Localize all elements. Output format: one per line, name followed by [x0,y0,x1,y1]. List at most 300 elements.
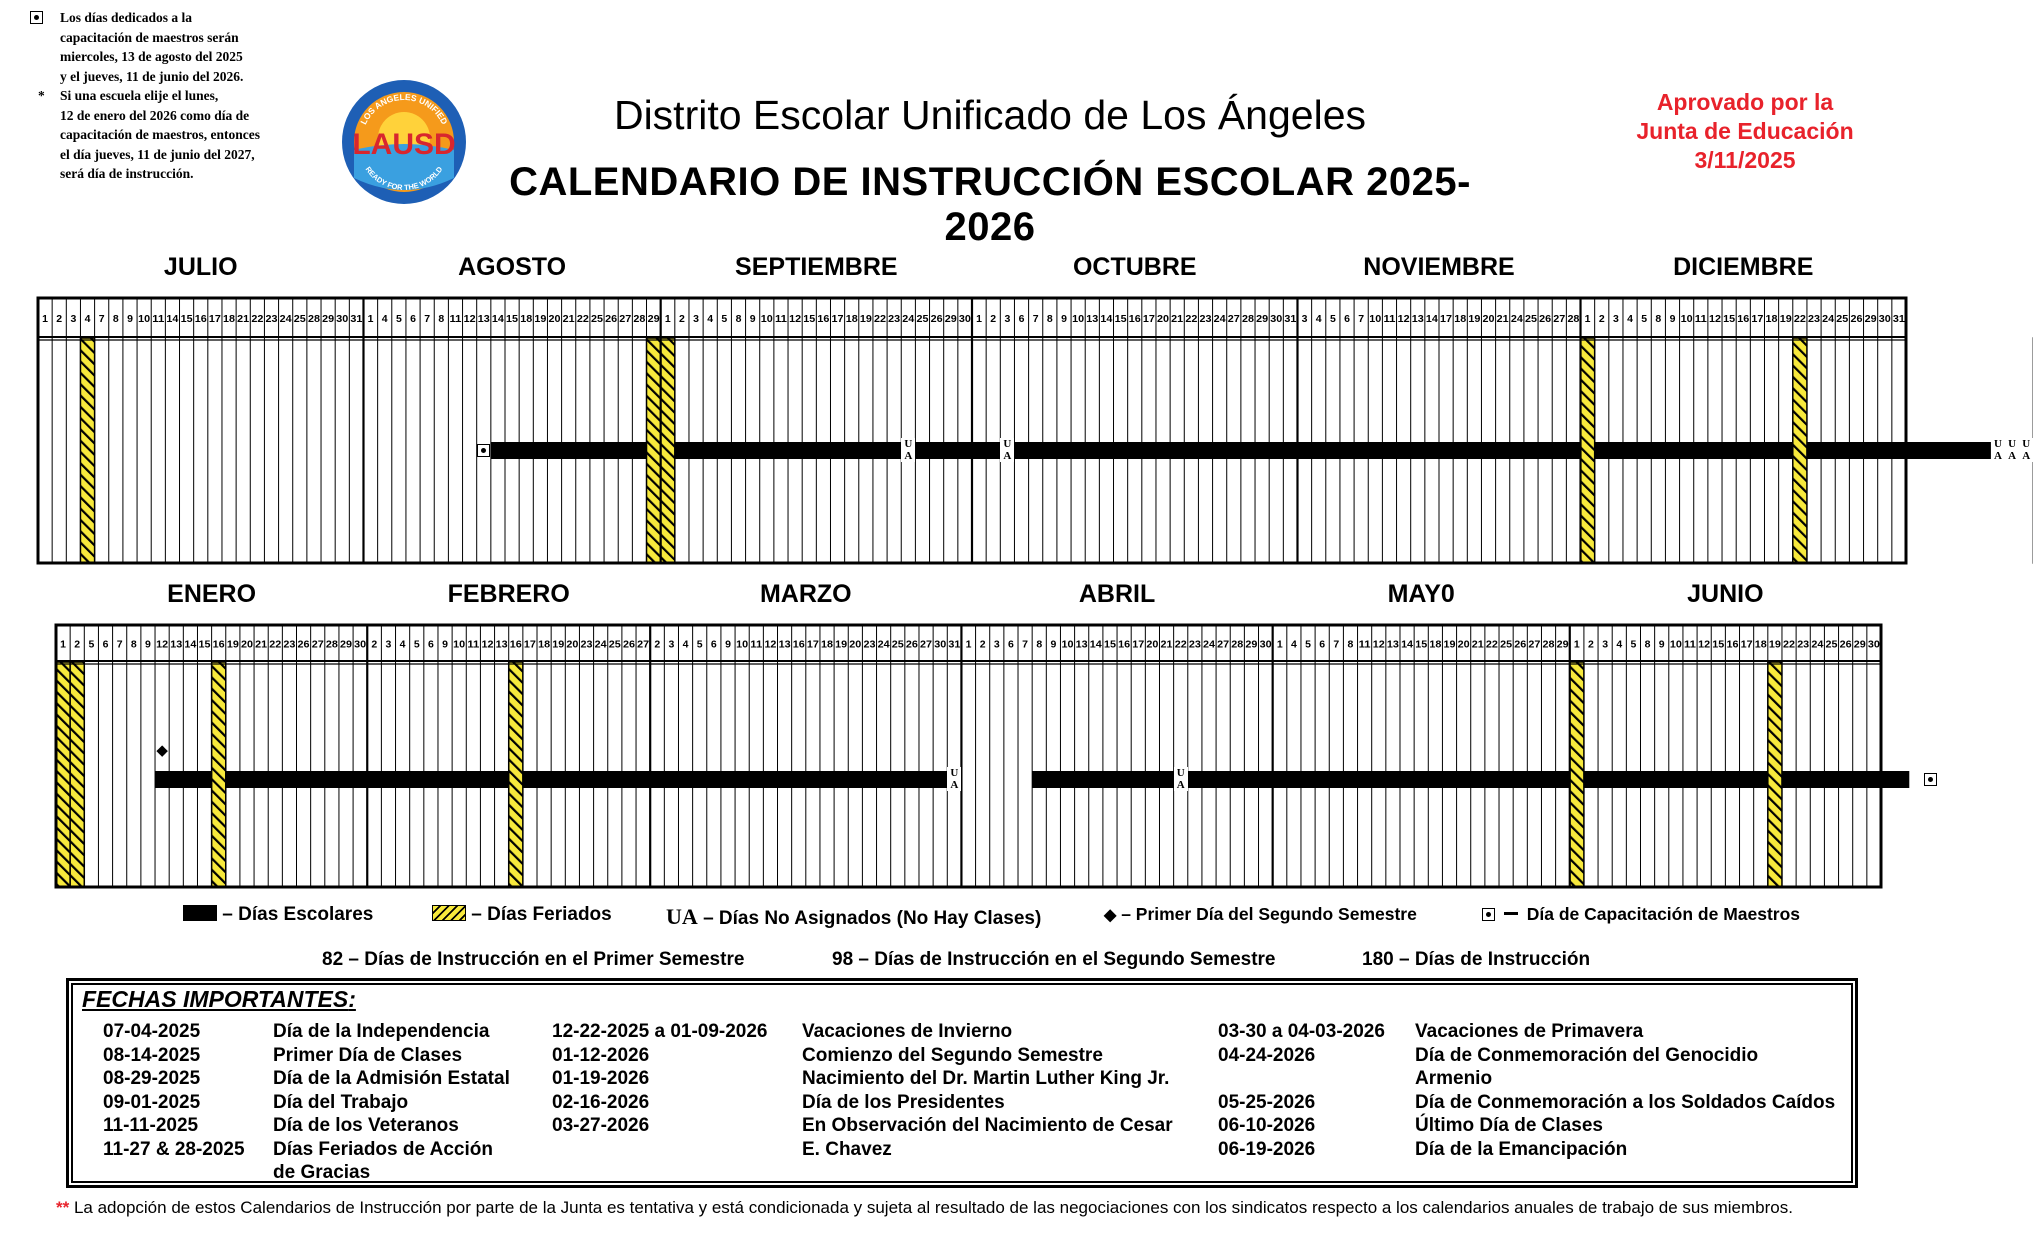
day-number: 3 [385,638,392,651]
important-date: 09-01-2025 [103,1091,201,1113]
day-number: 17 [523,638,537,651]
day-number: 23 [863,638,876,651]
important-date: 06-19-2026 [1218,1138,1316,1160]
day-number: 6 [427,638,434,651]
important-date: 01-12-2026 [552,1044,650,1066]
day-number: 5 [1329,313,1336,325]
legend-holidays-label: – Días Feriados [471,904,612,925]
day-number: 19 [1443,638,1456,651]
day-number: 18 [538,638,551,651]
month-label: ENERO [167,580,257,608]
day-number: 7 [116,638,123,651]
day-number: 16 [817,313,830,325]
important-date: 02-16-2026 [552,1091,650,1113]
star-note-line: será día de instrucción. [60,166,194,181]
day-number: 30 [958,313,972,325]
important-event: Primer Día de Clases [273,1044,463,1066]
day-number: 26 [930,313,943,325]
day-number: 2 [979,638,986,651]
approved-line: 3/11/2025 [1694,147,1796,173]
day-number: 11 [152,313,165,325]
day-number: 3 [668,638,675,651]
holiday-cell [661,338,675,563]
day-number: 18 [845,313,858,325]
day-number: 12 [463,313,476,325]
approved-line: Aprovado por la [1656,89,1834,115]
day-number: 9 [127,313,133,325]
holiday-cell [647,338,661,563]
day-number: 13 [170,638,183,651]
diamond-icon: ◆ [1104,907,1117,924]
day-number: 25 [916,313,929,325]
day-number: 26 [297,638,310,651]
day-number: 14 [1100,313,1113,325]
important-date: 04-24-2026 [1218,1044,1316,1066]
important-date: 06-10-2026 [1218,1115,1316,1136]
day-number: 12 [481,638,494,651]
day-number: 29 [647,313,660,325]
day-number: 19 [1768,638,1782,651]
important-date: 01-19-2026 [552,1068,650,1089]
day-number: 5 [1641,313,1648,325]
training-note [30,8,320,184]
diamond-icon: ◆ [156,742,168,759]
legend-holidays [432,904,612,926]
day-number: 13 [1075,638,1088,651]
day-number: 21 [1496,313,1509,325]
day-number: 19 [1468,313,1481,325]
day-number: 29 [322,313,335,325]
day-number: 1 [42,313,48,325]
day-number: 23 [888,313,901,325]
day-number: 15 [803,313,816,325]
day-number: 25 [891,638,904,651]
important-event: Días Feriados de Acción [273,1138,493,1160]
day-number: 13 [1386,638,1400,651]
month-label: JULIO [163,253,238,281]
day-number: 9 [1658,638,1665,651]
day-number: 7 [98,313,105,325]
day-number: 25 [1524,313,1538,325]
day-number: 13 [495,638,508,651]
star-note-line: 12 de enero del 2026 como día de [60,107,250,123]
day-number: 3 [1602,638,1609,651]
day-number: 13 [778,638,791,651]
important-event: E. Chavez [802,1138,892,1160]
day-number: 4 [1616,638,1623,651]
training-note-line: capacitación de maestros serán [60,29,239,45]
day-number: 1 [664,313,671,325]
footnote-stars: ** [56,1198,70,1217]
important-event: Día de la Admisión Estatal [273,1068,510,1089]
day-number: 29 [1556,638,1569,651]
star-note-line: capacitación de maestros, entonces [60,127,260,142]
day-number: 1 [1584,313,1591,325]
day-number: 24 [877,638,890,651]
day-number: 28 [1241,313,1255,325]
day-number: 15 [1103,638,1117,651]
day-number: 17 [831,313,844,325]
legend-training-dash [1504,912,1518,915]
day-number: 21 [255,638,268,651]
important-event: Vacaciones de Primavera [1415,1021,1644,1042]
day-number: 26 [905,638,919,651]
important-date: 11-11-2025 [103,1115,199,1136]
day-number: 6 [710,638,717,651]
important-event: de Gracias [273,1162,371,1183]
day-number: 6 [1008,638,1014,651]
semester2-calendar [56,580,1881,887]
day-number: 6 [1319,638,1326,651]
day-number: 19 [226,638,239,651]
month-label: OCTUBRE [1072,253,1197,281]
important-event: Día de Conmemoración a los Soldados Caídos [1415,1091,1836,1113]
ua-marker: U A [1991,438,2005,462]
training-note-line: miercoles, 13 de agosto del 2025 [60,49,243,64]
day-number: 10 [1072,313,1085,325]
day-number: 2 [371,638,378,651]
day-number: 26 [1514,638,1527,651]
day-number: 29 [1853,638,1866,651]
day-number: 3 [1612,313,1619,325]
day-number: 24 [279,313,292,325]
day-number: 10 [736,638,749,651]
day-number: 11 [750,638,763,651]
day-number: 10 [760,313,773,325]
day-number: 18 [1429,638,1442,651]
important-date: 03-30 a 04-03-2026 [1218,1021,1385,1042]
star-note-text: Si una escuela elije el lunes, [60,88,219,103]
holiday-cell [212,662,226,887]
day-number: 6 [102,638,109,651]
day-number: 16 [509,638,522,651]
day-number: 25 [590,313,604,325]
day-number: 4 [1290,638,1297,651]
day-number: 7 [1358,313,1365,325]
holiday-cell [70,662,84,887]
day-number: 30 [1867,638,1881,651]
day-number: 12 [789,313,802,325]
day-number: 14 [1089,638,1102,651]
day-number: 15 [1114,313,1127,325]
day-number: 29 [1864,313,1877,325]
day-number: 27 [1528,638,1541,651]
day-number: 25 [1836,313,1849,325]
day-number: 21 [1471,638,1484,651]
day-number: 8 [1347,638,1354,651]
ua-marker: U A [901,438,915,462]
day-number: 22 [269,638,282,651]
day-number: 28 [1567,313,1580,325]
day-number: 19 [859,313,873,325]
legend-first-day-label: – Primer Día del Segundo Semestre [1121,904,1417,924]
school-days-bar [1807,442,1991,459]
summary-first-semester: 82 – Días de Instrucción en el Primer Semestre [322,949,745,970]
day-number: 22 [1185,313,1198,325]
day-number: 25 [608,638,621,651]
day-number: 3 [70,313,77,325]
day-number: 20 [849,638,862,651]
day-number: 11 [1694,313,1707,325]
day-number: 20 [240,638,254,651]
day-number: 17 [1440,313,1453,325]
day-number: 7 [1333,638,1340,651]
day-number: 27 [1553,313,1566,325]
day-number: 30 [934,638,947,651]
day-number: 24 [1213,313,1226,325]
day-number: 8 [112,313,119,325]
day-number: 25 [1825,638,1838,651]
day-number: 11 [1383,313,1396,325]
day-number: 8 [438,313,445,325]
training-day-icon [477,444,490,457]
day-number: 5 [88,638,95,651]
day-number: 28 [307,313,321,325]
day-number: 20 [1457,638,1470,651]
day-number: 31 [1284,313,1297,325]
day-number: 31 [948,638,961,651]
ua-marker: U A [1000,438,1014,462]
day-number: 18 [1754,638,1767,651]
month-label: SEPTIEMBRE [735,253,898,281]
day-number: 22 [1793,313,1807,325]
day-number: 23 [265,313,278,325]
day-number: 12 [1397,313,1410,325]
day-number: 14 [184,638,197,651]
day-number: 29 [340,638,353,651]
day-number: 2 [1588,638,1594,651]
day-number: 2 [1598,313,1605,325]
day-number: 24 [1811,638,1824,651]
day-number: 22 [1174,638,1187,651]
day-number: 4 [707,313,714,325]
important-event: Día de Conmemoración del Genocidio [1415,1044,1759,1066]
holiday-cell [1793,338,1807,563]
calendar-title: CALENDARIO DE INSTRUCCIÓN ESCOLAR 2025-2026 [509,160,1471,249]
day-number: 9 [442,638,448,651]
legend-school-days-label: – Días Escolares [222,904,374,925]
legend-ua [666,904,1041,930]
day-number: 24 [1510,313,1523,325]
day-number: 4 [84,313,91,325]
day-number: 8 [130,638,137,651]
day-number: 9 [749,313,756,325]
day-number: 2 [654,638,661,651]
day-number: 17 [1751,313,1764,325]
day-number: 12 [1372,638,1385,651]
day-number: 3 [693,313,699,325]
day-number: 27 [311,638,324,651]
legend-ua-label: – Días No Asignados (No Hay Clases) [703,908,1042,929]
day-number: 14 [491,313,505,325]
important-date: 11-27 & 28-2025 [103,1138,245,1160]
footnote [56,1198,1906,1218]
important-event: Día de la Emancipación [1415,1138,1628,1160]
day-number: 8 [1655,313,1662,325]
day-number: 22 [874,313,887,325]
school-days-bar [1782,771,1909,788]
day-number: 5 [1305,638,1311,651]
day-number: 24 [594,638,607,651]
legend-first-day [1104,904,1417,925]
svg-text:READY FOR THE WORLD: READY FOR THE WORLD [363,164,445,193]
day-number: 29 [944,313,957,325]
day-number: 19 [835,638,848,651]
day-number: 11 [774,313,788,325]
important-dates-title: FECHAS IMPORTANTES: [82,986,356,1012]
day-number: 16 [792,638,805,651]
day-number: 5 [696,638,703,651]
day-number: 31 [350,313,363,325]
day-number: 24 [902,313,915,325]
svg-text:LAUSD: LAUSD [352,128,456,161]
day-number: 26 [605,313,618,325]
day-number: 12 [1708,313,1722,325]
day-number: 26 [1539,313,1552,325]
day-number: 1 [976,313,982,325]
important-event: Último Día de Clases [1415,1115,1603,1136]
day-number: 14 [166,313,179,325]
calendar-grid [54,623,1883,889]
day-number: 23 [1199,313,1212,325]
day-number: 15 [198,638,211,651]
important-event: Día del Trabajo [273,1091,409,1113]
day-number: 19 [534,313,547,325]
day-number: 2 [678,313,685,325]
day-number: 17 [1132,638,1145,651]
ua-marker: U A [947,767,961,791]
important-event: Día de los Veteranos [273,1115,459,1136]
training-day-icon [1924,773,1937,786]
day-number: 17 [1142,313,1156,325]
important-date: 03-27-2026 [552,1115,650,1136]
day-number: 20 [566,638,579,651]
day-number: 5 [721,313,728,325]
day-number: 18 [1765,313,1778,325]
day-number: 21 [1160,638,1173,651]
day-number: 23 [1808,313,1821,325]
important-event: Armenio [1415,1068,1493,1089]
day-number: 17 [208,313,222,325]
ua-marker: U A [1174,767,1188,791]
star-marker: * [38,88,45,103]
day-number: 30 [1259,638,1272,651]
day-number: 23 [1188,638,1202,651]
day-number: 27 [619,313,632,325]
day-number: 20 [1482,313,1495,325]
day-number: 8 [1036,638,1043,651]
day-number: 7 [1022,638,1029,651]
training-note-line: Los días dedicados a la [60,10,193,25]
day-number: 28 [1231,638,1244,651]
lausd-logo [340,78,468,206]
day-number: 27 [1217,638,1230,651]
important-title-text: FECHAS IMPORTANTES [82,986,349,1012]
summary-second-semester: 98 – Días de Instrucción en el Segundo Semestre [832,949,1276,970]
day-number: 16 [1118,638,1131,651]
day-number: 21 [237,313,250,325]
ua-marker: U A [2005,438,2019,462]
training-note-line: y el jueves, 11 de junio del 2026. [60,68,244,84]
calendar-grid [36,296,1908,565]
training-day-icon [1482,908,1495,921]
day-number: 6 [410,313,416,325]
star-note-line [30,86,320,106]
day-number: 15 [1712,638,1725,651]
day-number: 20 [1157,313,1170,325]
day-number: 31 [1892,313,1906,325]
month-label: ABRIL [1078,580,1156,608]
day-number: 15 [180,313,193,325]
month-label: MARZO [759,580,852,608]
important-date: 05-25-2026 [1218,1091,1316,1113]
day-number: 18 [1454,313,1467,325]
day-number: 10 [1369,313,1382,325]
day-number: 16 [194,313,207,325]
day-number: 26 [1839,638,1852,651]
day-number: 17 [806,638,820,651]
day-number: 9 [1669,313,1676,325]
day-number: 4 [381,313,388,325]
day-number: 29 [1245,638,1258,651]
day-number: 13 [1086,313,1099,325]
day-number: 1 [1573,638,1580,651]
day-number: 2 [990,313,997,325]
day-number: 3 [1004,313,1011,325]
day-number: 14 [1425,313,1439,325]
month-label: FEBRERO [447,580,570,608]
school-days-bar [1584,771,1768,788]
day-number: 22 [1485,638,1499,651]
day-number: 30 [354,638,367,651]
day-number: 15 [506,313,519,325]
day-number: 3 [993,638,1000,651]
day-number: 23 [580,638,593,651]
school-day-swatch [183,905,217,921]
day-number: 4 [399,638,406,651]
day-number: 7 [424,313,431,325]
day-number: 24 [1203,638,1216,651]
day-number: 29 [1256,313,1269,325]
day-number: 25 [293,313,306,325]
day-number: 5 [1630,638,1637,651]
day-number: 2 [56,313,63,325]
day-number: 9 [1050,638,1057,651]
day-number: 5 [395,313,402,325]
day-number: 4 [1315,313,1322,325]
ua-marker: U A [2019,438,2033,462]
holiday-cell [80,338,94,563]
important-event: Nacimiento del Dr. Martin Luther King Jr. [802,1068,1170,1089]
day-number: 22 [576,313,589,325]
important-event: Vacaciones de Invierno [802,1021,1013,1042]
holiday-swatch [432,905,466,921]
holiday-cell [1570,662,1584,887]
day-number: 30 [1270,313,1283,325]
day-number: 11 [449,313,462,325]
important-date: 12-22-2025 a 01-09-2026 [552,1021,768,1042]
district-name: Distrito Escolar Unificado de Los Ángeles [613,92,1367,138]
day-number: 23 [283,638,296,651]
approved-note [1600,88,1890,175]
day-number: 17 [1740,638,1753,651]
day-number: 3 [1301,313,1308,325]
day-number: 11 [1358,638,1371,651]
day-number: 1 [1276,638,1283,651]
school-days-bar [491,442,647,459]
day-number: 10 [1061,638,1074,651]
day-number: 27 [920,638,933,651]
